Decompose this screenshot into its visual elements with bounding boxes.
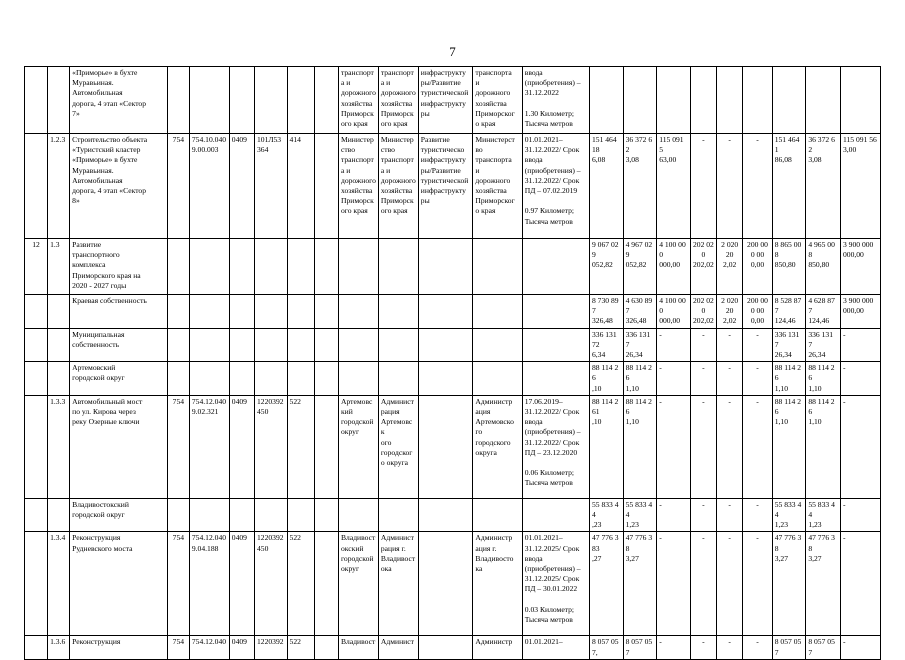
year-2025-cell: -: [717, 395, 743, 498]
limit-2023-cell: -: [840, 498, 880, 532]
item-name: Артемовский городской округ: [70, 362, 168, 396]
row-number: [25, 295, 48, 329]
year-2023-cell: -: [657, 532, 691, 636]
year-2025-cell: -: [717, 362, 743, 396]
developer-cell: [473, 295, 522, 329]
year-2026-cell: -: [743, 328, 772, 362]
year-2022-cell: 88 114 26 1,10: [623, 362, 657, 396]
row-number: [25, 636, 48, 659]
table-row: [25, 362, 881, 396]
spacer-cell: [314, 362, 338, 396]
total-cell: 47 776 383 ,27: [589, 532, 623, 636]
owner-cell: Министер ство транспорт а и дорожного хозяйства Приморск ого края: [338, 134, 378, 239]
aip-code: 414: [287, 134, 314, 239]
table-row: [25, 295, 881, 329]
table-row: [25, 395, 881, 498]
year-2026-cell: 200 000 00 0,00: [743, 239, 772, 295]
year-2024-cell: [690, 67, 716, 134]
spacer-cell: [314, 328, 338, 362]
item-name: Реконструкция Рудневского моста: [70, 532, 168, 636]
developer-cell: Администр ация Артемовско го городского округа: [473, 395, 522, 498]
year-2025-cell: 2 020 20 2,02: [717, 295, 743, 329]
customer-cell: [378, 498, 418, 532]
owner-cell: [338, 239, 378, 295]
total-cell: 336 131 72 6,34: [589, 328, 623, 362]
period-cell: 01.01.2021– 31.12.2022/ Срок ввода (приобретения) – 31.12.2022/ Срок ПД – 07.02.2019 0.97 Километр; Тысяча метров: [522, 134, 589, 239]
spacer-cell: [314, 67, 338, 134]
year-2025-cell: -: [717, 636, 743, 659]
item-name: Развитие транспортного комплекса Приморского края на 2020 - 2027 годы: [70, 239, 168, 295]
table-row: [25, 636, 881, 659]
expense-code: 101Л53 364: [254, 134, 287, 239]
developer-cell: Администр: [473, 636, 522, 659]
limit-2022-cell: [806, 67, 841, 134]
spacer-cell: [314, 498, 338, 532]
item-name: Строительство объекта «Туристский кластер «Приморье» в бухте Муравьиная. Автомобильная дорога, 4 этап «Сектор 8»: [70, 134, 168, 239]
program-cell: [418, 532, 473, 636]
row-number: 12: [25, 239, 48, 295]
year-2026-cell: -: [743, 134, 772, 239]
expense-code: [254, 295, 287, 329]
owner-cell: [338, 498, 378, 532]
limit-total-cell: 151 464 1 86,08: [772, 134, 806, 239]
year-2025-cell: [717, 67, 743, 134]
limit-2023-cell: -: [840, 636, 880, 659]
owner-cell: [338, 328, 378, 362]
expense-code: [254, 67, 287, 134]
customer-cell: Министер ство транспорт а и дорожного хозяйства Приморск ого края: [378, 134, 418, 239]
limit-2023-cell: -: [840, 532, 880, 636]
aip-code: 522: [287, 636, 314, 659]
table-row: [25, 532, 881, 636]
limit-2022-cell: 36 372 62 3,08: [806, 134, 841, 239]
developer-cell: [473, 239, 522, 295]
year-2023-cell: -: [657, 362, 691, 396]
item-code: 1.3.4: [48, 532, 70, 636]
aip-code: [287, 67, 314, 134]
row-number: [25, 395, 48, 498]
grbs-code: 754: [167, 395, 189, 498]
customer-cell: [378, 362, 418, 396]
year-2024-cell: -: [690, 134, 716, 239]
expense-code: 1220392 450: [254, 532, 287, 636]
limit-2023-cell: 3 900 000 000,00: [840, 239, 880, 295]
aip-code: [287, 328, 314, 362]
year-2026-cell: -: [743, 532, 772, 636]
limit-2023-cell: [840, 67, 880, 134]
year-2025-cell: -: [717, 328, 743, 362]
total-cell: 88 114 26 ,10: [589, 362, 623, 396]
target-article: [189, 67, 229, 134]
program-cell: [418, 498, 473, 532]
item-name: Автомобильный мост по ул. Кирова через реку Озерные ключи: [70, 395, 168, 498]
section-code: [229, 67, 254, 134]
year-2026-cell: -: [743, 395, 772, 498]
limit-2022-cell: 8 057 057: [806, 636, 841, 659]
total-cell: 88 114 261 ,10: [589, 395, 623, 498]
year-2026-cell: -: [743, 498, 772, 532]
target-article: 754.12.040 9.02.321: [189, 395, 229, 498]
year-2024-cell: 202 020 202,02: [690, 239, 716, 295]
year-2022-cell: 36 372 62 3,08: [623, 134, 657, 239]
limit-total-cell: 55 833 44 1,23: [772, 498, 806, 532]
limit-total-cell: [772, 67, 806, 134]
developer-cell: [473, 498, 522, 532]
year-2023-cell: 4 100 000 000,00: [657, 239, 691, 295]
period-cell: [522, 362, 589, 396]
year-2023-cell: 4 100 000 000,00: [657, 295, 691, 329]
item-code: 1.3.3: [48, 395, 70, 498]
spacer-cell: [314, 239, 338, 295]
section-code: 0409: [229, 134, 254, 239]
period-cell: 17.06.2019– 31.12.2022/ Срок ввода (приобретения) – 31.12.2022/ Срок ПД – 23.12.2020 0.06 Километр; Тысяча метров: [522, 395, 589, 498]
customer-cell: Админист рация Артемовск ого городског о округа: [378, 395, 418, 498]
program-cell: [418, 362, 473, 396]
section-code: [229, 328, 254, 362]
grbs-code: 754: [167, 636, 189, 659]
developer-cell: [473, 362, 522, 396]
grbs-code: [167, 239, 189, 295]
developer-cell: Администр ация г. Владивосто ка: [473, 532, 522, 636]
section-code: [229, 362, 254, 396]
owner-cell: [338, 295, 378, 329]
owner-cell: [338, 362, 378, 396]
limit-2022-cell: 336 131 7 26,34: [806, 328, 841, 362]
owner-cell: Владивост окский городской округ: [338, 532, 378, 636]
table-row: [25, 498, 881, 532]
year-2023-cell: 115 091 5 63,00: [657, 134, 691, 239]
year-2024-cell: -: [690, 636, 716, 659]
spacer-cell: [314, 395, 338, 498]
year-2022-cell: 88 114 26 1,10: [623, 395, 657, 498]
grbs-code: [167, 498, 189, 532]
limit-2022-cell: 55 833 44 1,23: [806, 498, 841, 532]
year-2024-cell: -: [690, 362, 716, 396]
limit-2023-cell: -: [840, 362, 880, 396]
grbs-code: [167, 362, 189, 396]
limit-2023-cell: -: [840, 328, 880, 362]
item-name: «Приморье» в бухте Муравьиная. Автомобильная дорога, 4 этап «Сектор 7»: [70, 67, 168, 134]
item-name: Реконструкция: [70, 636, 168, 659]
item-name: Муниципальная собственность: [70, 328, 168, 362]
section-code: [229, 498, 254, 532]
year-2024-cell: -: [690, 395, 716, 498]
limit-2023-cell: -: [840, 395, 880, 498]
limit-total-cell: 88 114 26 1,10: [772, 395, 806, 498]
limit-2022-cell: 47 776 38 3,27: [806, 532, 841, 636]
year-2022-cell: 4 967 029 052,82: [623, 239, 657, 295]
program-cell: [418, 239, 473, 295]
row-number: [25, 498, 48, 532]
table-row: [25, 67, 881, 134]
aip-code: [287, 239, 314, 295]
grbs-code: [167, 67, 189, 134]
year-2022-cell: 4 630 897 326,48: [623, 295, 657, 329]
expense-code: [254, 239, 287, 295]
item-code: 1.2.3: [48, 134, 70, 239]
customer-cell: [378, 328, 418, 362]
year-2025-cell: -: [717, 498, 743, 532]
program-cell: [418, 636, 473, 659]
limit-total-cell: 336 131 7 26,34: [772, 328, 806, 362]
section-code: 0409: [229, 636, 254, 659]
customer-cell: Админист рация г. Владивост ока: [378, 532, 418, 636]
limit-2023-cell: 115 091 56 3,00: [840, 134, 880, 239]
limit-2022-cell: 88 114 26 1,10: [806, 362, 841, 396]
year-2022-cell: 336 131 7 26,34: [623, 328, 657, 362]
year-2024-cell: -: [690, 328, 716, 362]
developer-cell: Министерст во транспорта и дорожного хозяйства Приморског о края: [473, 134, 522, 239]
item-name: Владивостокский городской округ: [70, 498, 168, 532]
year-2022-cell: 8 057 057: [623, 636, 657, 659]
item-code: 1.3: [48, 239, 70, 295]
owner-cell: Артемовс кий городской округ: [338, 395, 378, 498]
aip-code: [287, 362, 314, 396]
expense-code: 1220392: [254, 636, 287, 659]
page-number: 7: [449, 44, 456, 59]
year-2022-cell: 47 776 38 3,27: [623, 532, 657, 636]
year-2023-cell: -: [657, 636, 691, 659]
spacer-cell: [314, 636, 338, 659]
limit-2022-cell: 88 114 26 1,10: [806, 395, 841, 498]
year-2023-cell: -: [657, 498, 691, 532]
target-article: 754.12.040: [189, 636, 229, 659]
expense-code: [254, 328, 287, 362]
owner-cell: Владивост: [338, 636, 378, 659]
row-number: [25, 134, 48, 239]
row-number: [25, 328, 48, 362]
target-article: [189, 362, 229, 396]
target-article: [189, 328, 229, 362]
limit-total-cell: 8 528 877 124,46: [772, 295, 806, 329]
limit-2022-cell: 4 628 877 124,46: [806, 295, 841, 329]
grbs-code: [167, 328, 189, 362]
item-code: 1.3.6: [48, 636, 70, 659]
year-2023-cell: -: [657, 328, 691, 362]
period-cell: 01.01.2021–: [522, 636, 589, 659]
year-2023-cell: [657, 67, 691, 134]
table-row: [25, 239, 881, 295]
total-cell: [589, 67, 623, 134]
program-cell: инфраструкту ры/Развитие туристической инфраструкту ры: [418, 67, 473, 134]
total-cell: 151 464 18 6,08: [589, 134, 623, 239]
year-2022-cell: 55 833 44 1,23: [623, 498, 657, 532]
year-2026-cell: 200 000 00 0,00: [743, 295, 772, 329]
item-name: Краевая собственность: [70, 295, 168, 329]
limit-total-cell: 8 057 057: [772, 636, 806, 659]
total-cell: 9 067 029 052,82: [589, 239, 623, 295]
aip-code: 522: [287, 532, 314, 636]
section-code: 0409: [229, 532, 254, 636]
developer-cell: транспорта и дорожного хозяйства Приморског о края: [473, 67, 522, 134]
year-2026-cell: -: [743, 362, 772, 396]
year-2024-cell: -: [690, 532, 716, 636]
year-2026-cell: -: [743, 636, 772, 659]
customer-cell: [378, 295, 418, 329]
owner-cell: транспорт а и дорожного хозяйства Приморск ого края: [338, 67, 378, 134]
target-article: 754.10.040 9.00.003: [189, 134, 229, 239]
aip-code: 522: [287, 395, 314, 498]
customer-cell: транспорт а и дорожного хозяйства Приморск ого края: [378, 67, 418, 134]
limit-total-cell: 8 865 008 850,80: [772, 239, 806, 295]
item-code: [48, 362, 70, 396]
item-code: [48, 295, 70, 329]
period-cell: [522, 239, 589, 295]
period-cell: ввода (приобретения) – 31.12.2022 1.30 Километр; Тысяча метров: [522, 67, 589, 134]
aip-code: [287, 295, 314, 329]
table-row: [25, 134, 881, 239]
program-cell: [418, 295, 473, 329]
year-2024-cell: -: [690, 498, 716, 532]
customer-cell: [378, 239, 418, 295]
program-cell: [418, 328, 473, 362]
row-number: [25, 362, 48, 396]
item-code: [48, 67, 70, 134]
period-cell: [522, 498, 589, 532]
target-article: [189, 295, 229, 329]
total-cell: 8 730 897 326,48: [589, 295, 623, 329]
program-cell: [418, 395, 473, 498]
limit-2023-cell: 3 900 000 000,00: [840, 295, 880, 329]
limit-total-cell: 47 776 38 3,27: [772, 532, 806, 636]
total-cell: 55 833 44 ,23: [589, 498, 623, 532]
total-cell: 8 057 057,: [589, 636, 623, 659]
budget-table: [24, 66, 881, 660]
year-2025-cell: 2 020 20 2,02: [717, 239, 743, 295]
section-code: [229, 295, 254, 329]
section-code: 0409: [229, 395, 254, 498]
grbs-code: [167, 295, 189, 329]
expense-code: [254, 498, 287, 532]
expense-code: 1220392 450: [254, 395, 287, 498]
spacer-cell: [314, 134, 338, 239]
row-number: [25, 532, 48, 636]
spacer-cell: [314, 295, 338, 329]
spacer-cell: [314, 532, 338, 636]
row-number: [25, 67, 48, 134]
period-cell: [522, 328, 589, 362]
limit-2022-cell: 4 965 008 850,80: [806, 239, 841, 295]
year-2025-cell: -: [717, 532, 743, 636]
customer-cell: Админист: [378, 636, 418, 659]
year-2022-cell: [623, 67, 657, 134]
year-2025-cell: -: [717, 134, 743, 239]
expense-code: [254, 362, 287, 396]
grbs-code: 754: [167, 532, 189, 636]
year-2024-cell: 202 020 202,02: [690, 295, 716, 329]
table-row: [25, 328, 881, 362]
section-code: [229, 239, 254, 295]
target-article: [189, 498, 229, 532]
item-code: [48, 498, 70, 532]
target-article: [189, 239, 229, 295]
developer-cell: [473, 328, 522, 362]
item-code: [48, 328, 70, 362]
limit-total-cell: 88 114 26 1,10: [772, 362, 806, 396]
period-cell: [522, 295, 589, 329]
year-2023-cell: -: [657, 395, 691, 498]
period-cell: 01.01.2021– 31.12.2025/ Срок ввода (приобретения) – 31.12.2025/ Срок ПД – 30.01.2022 0.03 Километр; Тысяча метров: [522, 532, 589, 636]
aip-code: [287, 498, 314, 532]
target-article: 754.12.040 9.04.188: [189, 532, 229, 636]
program-cell: Развитие туристическо инфраструкту ры/Развитие туристической инфраструкту ры: [418, 134, 473, 239]
year-2026-cell: [743, 67, 772, 134]
grbs-code: 754: [167, 134, 189, 239]
